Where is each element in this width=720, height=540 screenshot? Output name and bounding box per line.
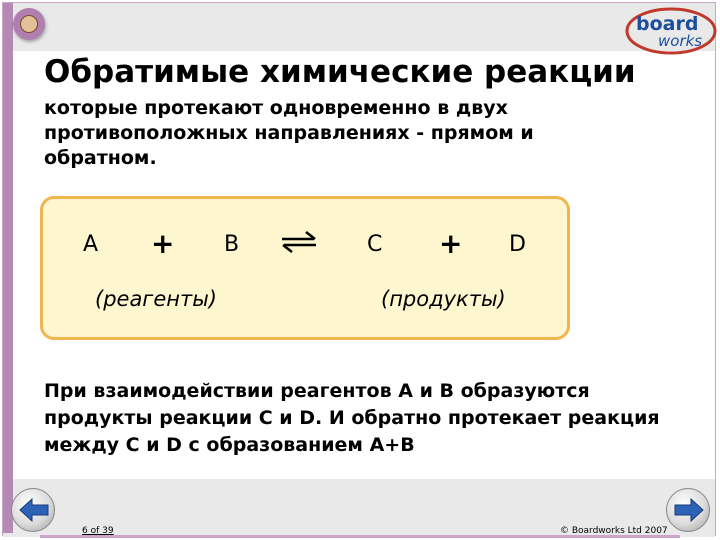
slide-title: Обратимые химические реакции <box>44 54 636 90</box>
page-counter[interactable]: 6 of 39 <box>82 526 114 536</box>
arrow-right-icon <box>673 497 705 523</box>
next-slide-button[interactable] <box>666 488 710 532</box>
products-label: (продукты) <box>381 287 506 311</box>
definition-text: которые протекают одновременно в двух противоположных направлениях - прямом и обратном. <box>44 97 534 169</box>
equation-box <box>40 196 570 340</box>
explanation-paragraph: При взаимодействии реагентов А и В образуются продукты реакции С и D. И обратно протекает реакция между С и D с образованием А+В <box>44 380 660 456</box>
plus-sign-products: + <box>439 227 463 260</box>
reactant-a: A <box>83 232 99 257</box>
svg-text:board: board <box>636 13 699 35</box>
svg-text:works: works <box>658 32 703 50</box>
previous-slide-button[interactable] <box>11 488 55 532</box>
product-c: C <box>367 232 383 257</box>
product-d: D <box>509 232 526 257</box>
reactants-label: (реагенты) <box>95 287 218 311</box>
copyright-text: © Boardworks Ltd 2007 <box>560 526 668 536</box>
header-band <box>3 3 715 51</box>
chemistry-icon[interactable] <box>13 8 45 40</box>
equilibrium-arrows-icon <box>280 229 318 255</box>
plus-sign-reactants: + <box>151 227 175 260</box>
reactant-b: B <box>224 232 240 257</box>
arrow-left-icon <box>18 497 50 523</box>
boardworks-logo <box>624 4 718 58</box>
left-accent-bar <box>3 3 13 533</box>
